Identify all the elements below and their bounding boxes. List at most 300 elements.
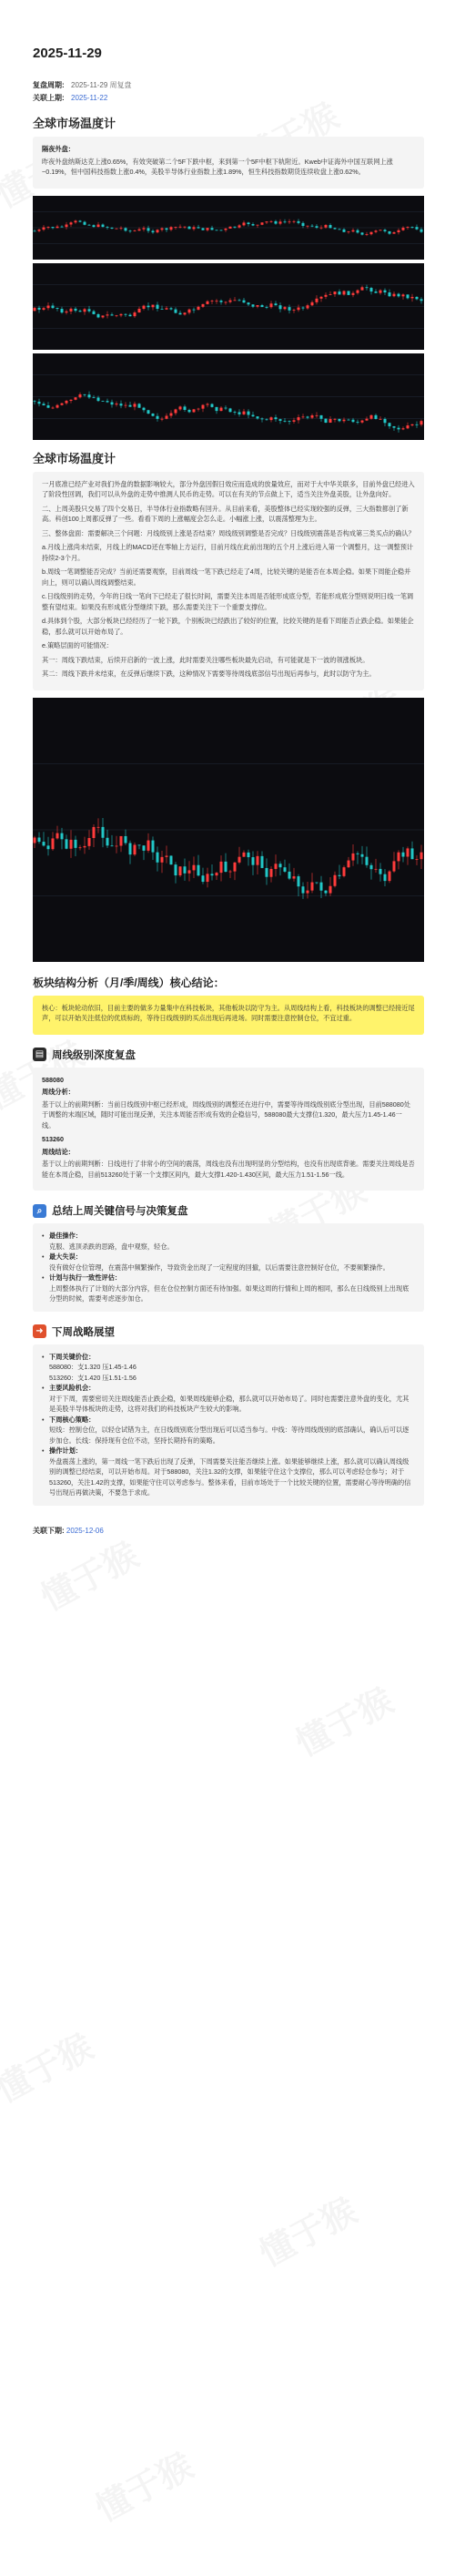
meta-related-link[interactable]: 2025-11-22: [71, 94, 108, 102]
candle-body: [197, 306, 200, 309]
candle-body: [75, 397, 77, 400]
candle-body: [343, 229, 346, 231]
candle-body: [407, 227, 410, 228]
temp-p10: 其二：周线下跌并未结束，在反弹后继续下跌，这种情况下需要等待周线底部信号出现后再参与，此时以防守为主。: [42, 670, 376, 678]
candle-body: [275, 303, 278, 305]
candle-body: [379, 868, 382, 874]
candle-body: [211, 301, 214, 302]
plan-item: [42, 1383, 415, 1415]
plan-l4: 操作计划：: [49, 1446, 82, 1455]
candle-body: [56, 404, 59, 407]
candle-body: [288, 421, 291, 422]
candle-body: [375, 230, 378, 231]
candle-body: [270, 303, 273, 307]
candle-body: [102, 315, 105, 317]
plan-t1b: 513260：支1.420 压1.51-1.56: [49, 1373, 136, 1382]
page-date: 2025-11-29: [33, 46, 102, 61]
candle-body: [97, 313, 100, 316]
candle-body: [334, 228, 337, 229]
weekly-text1: 基于以上的前期判断：当前日线级别中枢已经形成，周线级别的调整还在进行中，需要等待周线级别底分型出现，目前588080处于调整的末端区域，随时可能出现反弹，关注本周能否形成有效的企稳信号，588080最大支撑位1.320，最大压力1.45-1.46一线。: [42, 1099, 410, 1130]
candle-body: [357, 422, 359, 423]
summary-card: [33, 1223, 424, 1312]
candle-body: [79, 394, 82, 396]
candle-body: [152, 304, 155, 307]
candle-body: [61, 309, 64, 312]
candle-body: [61, 403, 64, 404]
candle-body: [348, 419, 350, 420]
candle-body: [238, 856, 241, 862]
plan-item: [42, 1352, 415, 1384]
candle-body: [238, 300, 241, 301]
summary-l1: 最佳操作：: [49, 1232, 82, 1240]
temp-p1: 一月底准已经产业对我们外盘的数据影响较大，部分外盘因假日效应而造成的放量效应，而对于大中华关联多，目前外盘已经进入了阶段性回调，我们可以从外盘的走势中推测人民币的走势。可以在有关的节点做上下，适当关注外盘美股，让外盘向好。: [42, 479, 415, 498]
candle-body: [102, 826, 105, 837]
candle-body: [52, 407, 55, 408]
candle-body: [66, 401, 68, 404]
candle-body: [366, 234, 369, 235]
candle-body: [288, 871, 291, 878]
candle-body: [384, 874, 387, 880]
weekly-label1: 周线分析：: [42, 1088, 75, 1096]
candle-body: [311, 414, 314, 417]
candle-body: [293, 220, 296, 221]
weekly-label2: 周线结论：: [42, 1147, 75, 1156]
candle-body: [284, 867, 287, 872]
candle-body: [339, 418, 341, 420]
candle-body: [38, 837, 41, 842]
candle-body: [275, 864, 278, 869]
candle-body: [88, 837, 91, 845]
candle-body: [325, 294, 328, 296]
candle-body: [352, 853, 355, 860]
candle-body: [193, 409, 196, 412]
candle-body: [102, 224, 105, 227]
chart-graphic: [33, 353, 424, 440]
candle-body: [129, 314, 132, 316]
candle-body: [370, 231, 373, 233]
candle-body: [175, 226, 177, 227]
chart-icon: ▤: [33, 1048, 46, 1061]
candle-body: [129, 230, 132, 231]
candle-body: [56, 833, 59, 838]
candle-body: [93, 225, 96, 227]
candle-body: [398, 230, 400, 231]
candle-body: [220, 407, 223, 411]
plan-list: [42, 1352, 415, 1498]
candle-body: [320, 414, 323, 418]
candle-body: [111, 402, 114, 404]
candle-body: [120, 404, 123, 405]
candle-body: [129, 843, 132, 854]
candle-body: [111, 845, 114, 846]
candle-body: [179, 226, 182, 227]
candle-body: [170, 413, 173, 415]
candle-body: [407, 294, 410, 298]
candle-body: [398, 427, 400, 429]
candle-body: [234, 412, 237, 413]
candle-body: [66, 311, 68, 312]
candle-body: [202, 228, 205, 230]
candle-body: [170, 308, 173, 309]
candle-body: [179, 406, 182, 409]
candle-body: [307, 416, 309, 417]
candle-body: [229, 408, 232, 412]
candle-body: [352, 230, 355, 231]
candle-body: [179, 312, 182, 314]
candle-body: [261, 304, 264, 306]
plan-l1: 下周关键价位：: [49, 1352, 96, 1361]
candle-body: [188, 226, 191, 229]
candle-body: [225, 228, 228, 230]
candle-body: [184, 312, 187, 314]
candle-body: [188, 870, 191, 873]
candle-body: [84, 845, 86, 846]
candle-body: [407, 848, 410, 856]
candle-body: [248, 302, 250, 304]
candle-body: [288, 307, 291, 311]
candle-body: [61, 833, 64, 839]
candle-body: [279, 864, 282, 867]
candle-body: [325, 890, 328, 893]
meta-related-row: [33, 92, 424, 105]
candle-body: [320, 227, 323, 228]
plan-title: 下周战略展望: [52, 1326, 115, 1338]
candle-body: [284, 307, 287, 309]
candle-body: [147, 840, 150, 850]
summary-l2: 最大失误：: [49, 1252, 82, 1261]
candle-body: [138, 308, 141, 312]
candle-body: [339, 291, 341, 294]
candle-body: [352, 292, 355, 294]
candle-body: [106, 227, 109, 228]
weekly-card: [33, 1068, 424, 1191]
candle-body: [143, 845, 146, 851]
candle-body: [97, 224, 100, 227]
candle-body: [279, 221, 282, 223]
candle-body: [248, 222, 250, 224]
candle-body: [211, 228, 214, 230]
candle-body: [370, 288, 373, 291]
candle-body: [234, 862, 237, 871]
candle-body: [243, 411, 246, 414]
summary-t2: 没有做好仓位管理，在震荡中频繁操作，导致资金出现了一定程度的回撤，以后需要注意控制好仓位，不要频繁操作。: [49, 1262, 389, 1272]
temp-title: 全球市场温度计: [33, 451, 116, 465]
candle-body: [184, 406, 187, 410]
candle-body: [143, 305, 146, 308]
candle-body: [120, 835, 123, 845]
candle-body: [193, 227, 196, 229]
candle-body: [97, 397, 100, 401]
summary-item: [42, 1252, 415, 1273]
candle-body: [216, 873, 218, 875]
candle-body: [157, 230, 159, 232]
candle-body: [166, 855, 168, 856]
candle-body: [143, 407, 146, 410]
candle-body: [93, 826, 96, 837]
market-chart-image: [33, 196, 424, 260]
candle-body: [420, 299, 423, 301]
candle-body: [152, 840, 155, 852]
meta-block: [33, 79, 424, 105]
candle-body: [116, 315, 118, 316]
candle-body: [357, 230, 359, 232]
global-card-title: 隔夜外盘：: [42, 145, 75, 153]
candle-body: [352, 419, 355, 421]
weekly-code2: 513260: [42, 1135, 64, 1143]
candle-body: [361, 854, 364, 856]
candle-body: [393, 293, 396, 296]
meta-review-row: [33, 79, 424, 92]
summary-t3: 上周整体执行了计划的大部分内容，但在仓位控制方面还有待加强。如果这周的行情和上周的相同，那么在日线级别上出现底分型的时候，需要考虑逐步加仓。: [49, 1283, 410, 1303]
weekly-section-header: [33, 1048, 424, 1062]
kline-chart-image: [33, 698, 424, 962]
board-card: [33, 996, 424, 1035]
footer-label: 关联下期:: [33, 1526, 65, 1535]
candle-body: [266, 221, 268, 222]
plan-t2: 对于下周，需要密切关注周线能否止跌企稳，如果周线能够企稳，那么就可以开始布局了。同时也需要注意外盘的变化，尤其是美股半导体板块的走势，这将对我们的科技板块产生较大的影响。: [49, 1394, 410, 1413]
candle-body: [307, 225, 309, 226]
temp-p2: 二、上周美股只交易了四个交易日，半导体行业指数略有回升。从目前来看，美股整体已经实现较强的反弹，三大指数都创了新高。科创100上周都反弹了一些。看看下周的上涨幅度会怎么走。小幅涨上涨，以震荡整理为主。: [42, 504, 409, 523]
candle-body: [366, 856, 369, 864]
market-chart-image: [33, 263, 424, 350]
summary-item: [42, 1231, 415, 1252]
candle-body: [343, 867, 346, 876]
candle-body: [298, 417, 300, 420]
summary-l3: 计划与执行一致性评估：: [49, 1273, 122, 1282]
candle-body: [161, 228, 164, 230]
candle-body: [298, 307, 300, 310]
candle-body: [407, 425, 410, 428]
candle-body: [411, 848, 414, 859]
candle-body: [175, 409, 177, 413]
candle-body: [248, 411, 250, 414]
candle-body: [229, 300, 232, 302]
candle-body: [238, 412, 241, 414]
candle-body: [111, 227, 114, 228]
candle-body: [88, 224, 91, 225]
candle-body: [343, 419, 346, 421]
candle-body: [257, 416, 259, 418]
candle-body: [147, 228, 150, 230]
candle-body: [302, 222, 305, 225]
candle-body: [116, 228, 118, 229]
candle-body: [389, 871, 391, 881]
candle-body: [243, 300, 246, 302]
candle-body: [275, 417, 278, 419]
candle-body: [120, 228, 123, 229]
candle-body: [298, 876, 300, 886]
candle-body: [375, 414, 378, 418]
candle-body: [70, 308, 73, 311]
candle-body: [375, 868, 378, 869]
candle-body: [311, 302, 314, 304]
chart-graphic: [33, 698, 424, 962]
candle-body: [202, 303, 205, 306]
candle-body: [411, 227, 414, 228]
candle-body: [138, 404, 141, 407]
candle-body: [52, 838, 55, 849]
candle-body: [288, 221, 291, 222]
candle-body: [134, 844, 136, 854]
global-title: 全球市场温度计: [33, 117, 116, 130]
candle-body: [266, 307, 268, 308]
candle-body: [161, 856, 164, 862]
candle-body: [316, 414, 318, 415]
candle-body: [188, 409, 191, 411]
candle-body: [325, 418, 328, 422]
candle-body: [225, 407, 228, 408]
meta-review-value: 2025-11-29 周复盘: [71, 81, 132, 89]
candle-body: [47, 845, 50, 849]
candle-body: [420, 421, 423, 424]
summary-list: [42, 1231, 415, 1304]
plan-section-header: [33, 1324, 424, 1339]
candle-body: [134, 230, 136, 231]
candle-body: [66, 224, 68, 227]
temp-p4: a.月线上涨尚未结束，月线上的MACD还在零轴上方运行，目前月线在此前出现的五个月上涨后进入第一个调整月，这一调整预计持续2-3个月。: [42, 543, 414, 562]
candle-body: [116, 845, 118, 846]
candle-body: [157, 852, 159, 862]
temp-p3: 三、整体盘面：需要解决三个问题：月线级别上涨是否结束？周线级别调整是否完成？日线级别震荡是否构成第三类买点的确认？: [42, 528, 415, 537]
plan-t1a: 588080：支1.320 压1.45-1.46: [49, 1363, 136, 1371]
candle-body: [361, 287, 364, 290]
weekly-title: 周线级别深度复盘: [52, 1049, 136, 1061]
candle-body: [229, 226, 232, 228]
candle-body: [166, 228, 168, 230]
candle-body: [307, 890, 309, 893]
temp-p8: e.策略层面的可能情况：: [42, 641, 113, 649]
candle-body: [348, 231, 350, 232]
watermark: [286, 1672, 400, 1765]
candle-body: [211, 404, 214, 406]
candle-body: [357, 853, 359, 854]
candle-body: [34, 837, 36, 843]
candle-body: [257, 224, 259, 225]
candle-body: [339, 874, 341, 875]
candle-body: [420, 852, 423, 859]
candle-body: [157, 304, 159, 308]
candle-body: [316, 226, 318, 228]
meta-review-label: 复盘周期:: [33, 81, 65, 89]
temp-p5: b.周线一笔调整能否完成？当前还需要观察，目前周线一笔下跌已经走了4周，比较关键的是能否在本周企稳。如果下周能企稳并向上，则可以确认周线调整结束。: [42, 567, 411, 587]
candle-body: [234, 226, 237, 227]
summary-t1: 克服、逃顶杀跌的思路，盘中观察，轻仓。: [49, 1242, 174, 1251]
candle-body: [147, 305, 150, 307]
candle-body: [384, 290, 387, 291]
candle-body: [175, 864, 177, 875]
candle-body: [138, 844, 141, 845]
candle-body: [302, 886, 305, 893]
candle-body: [134, 312, 136, 316]
candle-body: [75, 308, 77, 310]
candle-body: [193, 309, 196, 310]
candle-body: [38, 307, 41, 309]
candle-body: [52, 227, 55, 228]
candle-body: [393, 861, 396, 871]
candle-body: [275, 220, 278, 223]
candle-body: [125, 228, 127, 230]
candle-body: [393, 426, 396, 428]
candle-body: [298, 220, 300, 222]
candle-body: [229, 871, 232, 872]
board-title: 板块结构分析（月/季/周线）核心结论：: [33, 976, 225, 989]
weekly-text2: 基于以上的前期判断：日线进行了非常小的空间的震荡，周线也没有出现明显的分型结构，也没有出现底背驰。需要关注周线是否能在本周企稳，目前513260处于第一个支撑区间内，最大支撑1.420-1.430区间，最大压力1.51-1.56一线。: [42, 1160, 415, 1179]
candle-body: [202, 875, 205, 882]
candle-body: [34, 307, 36, 310]
candle-body: [389, 292, 391, 296]
temp-p6: c.日线级别的走势，今年的日线一笔向下已经走了很长时间，需要关注本周是否能形成底分型，若能形成底分型则说明日线一笔调整有望结束。如果没有形成底分型继续下跌，那么需要关注下一个重要支撑位。: [42, 592, 414, 611]
candle-body: [216, 301, 218, 302]
candle-body: [357, 290, 359, 292]
candle-body: [170, 227, 173, 230]
candle-body: [52, 305, 55, 308]
candle-body: [270, 220, 273, 221]
candle-body: [284, 221, 287, 222]
candle-body: [279, 419, 282, 421]
candle-body: [416, 296, 419, 298]
candle-body: [70, 399, 73, 400]
candle-body: [43, 227, 46, 230]
candle-body: [261, 418, 264, 419]
board-text: 核心：板块轮动依旧，目前主要的做多力量集中在科技板块，其他板块以防守为主。从周线结构上看，科技板块的调整已经接近尾声，可以开始关注低位的优质标的，等待日线级别的买点出现后再进场。同时需要注意控制仓位，不宜过重。: [42, 1003, 415, 1022]
temp-p7: d.具体到个股，大部分板块已经经历了一轮下跌，个别板块已经跌出了较好的位置，比较关键的是看下周能否止跌企稳。如果能企稳，那么就可以开始布局了。: [42, 617, 414, 636]
plan-l3: 下周核心策略：: [49, 1415, 96, 1424]
candle-body: [257, 855, 259, 864]
candle-body: [207, 874, 209, 882]
candle-body: [252, 414, 255, 416]
candle-body: [125, 404, 127, 405]
global-card: [33, 137, 424, 189]
candle-body: [102, 401, 105, 402]
candle-body: [216, 406, 218, 410]
candle-body: [143, 228, 146, 229]
candle-body: [302, 307, 305, 308]
candle-body: [134, 404, 136, 406]
candle-body: [311, 225, 314, 226]
candle-body: [348, 860, 350, 867]
candle-body: [329, 294, 332, 295]
candle-body: [252, 224, 255, 225]
candle-body: [257, 304, 259, 306]
candle-body: [197, 227, 200, 228]
candle-body: [311, 882, 314, 890]
watermark: [0, 2019, 100, 2111]
candle-body: [334, 874, 337, 885]
candle-body: [398, 293, 400, 296]
candle-body: [416, 859, 419, 860]
candle-body: [389, 423, 391, 426]
footer-next-link[interactable]: 2025-12-06: [66, 1526, 104, 1535]
candle-body: [70, 222, 73, 224]
candle-body: [316, 882, 318, 883]
candle-body: [34, 401, 36, 402]
chart-graphic: [33, 263, 424, 350]
candle-body: [147, 410, 150, 414]
candle-body: [307, 305, 309, 308]
candle-body: [106, 314, 109, 315]
candle-body: [170, 855, 173, 864]
candle-body: [56, 308, 59, 309]
candle-body: [402, 428, 405, 429]
candle-body: [375, 291, 378, 293]
candle-body: [166, 308, 168, 309]
candle-body: [106, 401, 109, 402]
candle-body: [402, 227, 405, 230]
summary-section-header: [33, 1203, 424, 1218]
candle-body: [43, 842, 46, 845]
candle-body: [402, 852, 405, 856]
candle-body: [197, 408, 200, 409]
